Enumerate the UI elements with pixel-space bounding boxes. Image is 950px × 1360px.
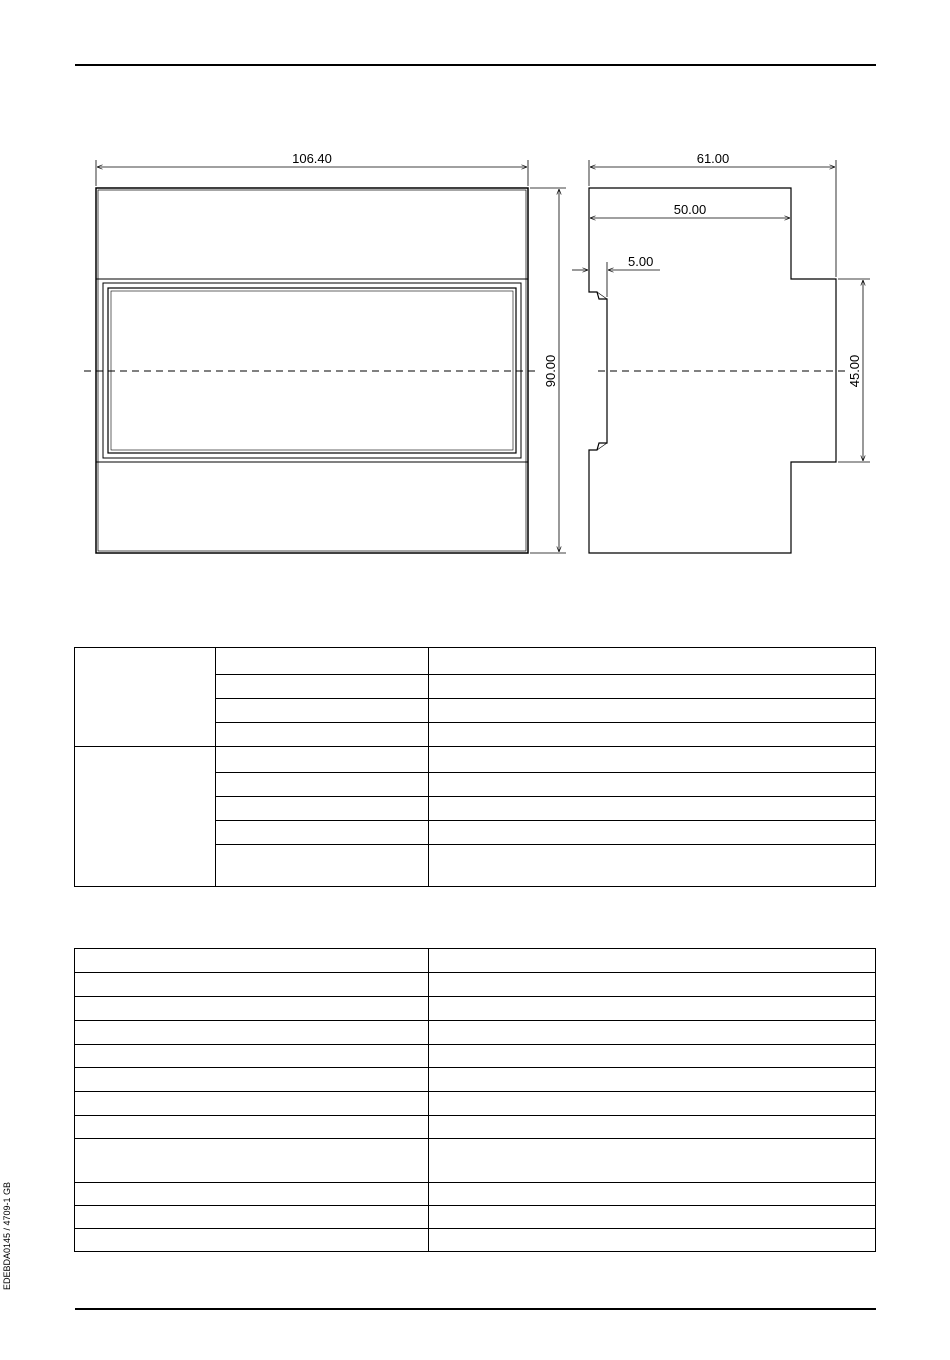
table-row <box>75 1068 876 1092</box>
table-cell <box>428 845 875 887</box>
table-cell <box>75 1116 429 1139</box>
table-cell <box>75 997 429 1021</box>
front-height-label: 90.00 <box>543 354 558 388</box>
table-cell <box>75 1206 429 1229</box>
table-cell <box>428 949 875 973</box>
table-cell <box>75 1068 429 1092</box>
table-cell <box>215 648 428 675</box>
table-cell <box>215 675 428 699</box>
table-row <box>75 1092 876 1116</box>
side-depth-body-label: 50.00 <box>673 202 707 217</box>
table-cell <box>428 1092 875 1116</box>
table-cell <box>75 949 429 973</box>
table-cell <box>75 1139 429 1183</box>
table-cell <box>428 1045 875 1068</box>
table-cell <box>75 1092 429 1116</box>
table-cell <box>428 699 875 723</box>
spec-table-1 <box>74 647 876 887</box>
document-code: EDEBDA0145 / 4709-1 GB <box>2 1181 12 1290</box>
table-cell <box>215 699 428 723</box>
table-cell <box>428 1116 875 1139</box>
table-row <box>75 1139 876 1183</box>
side-rail-label: 45.00 <box>847 354 862 388</box>
table-cell <box>428 675 875 699</box>
group-label-cell <box>75 648 216 747</box>
table-row <box>75 1183 876 1206</box>
table-row <box>75 973 876 997</box>
table-cell <box>428 1183 875 1206</box>
spec-table-2 <box>74 948 876 1252</box>
table-cell <box>428 648 875 675</box>
bottom-rule <box>75 1308 876 1310</box>
table-row <box>75 1116 876 1139</box>
table-row <box>75 1045 876 1068</box>
side-view <box>589 188 848 553</box>
table-cell <box>428 1139 875 1183</box>
table-cell <box>428 1068 875 1092</box>
table-cell <box>75 1229 429 1252</box>
table-row <box>75 949 876 973</box>
front-view <box>84 188 540 553</box>
table-row <box>75 1021 876 1045</box>
table-cell <box>428 997 875 1021</box>
table-cell <box>428 973 875 997</box>
table-cell <box>75 1183 429 1206</box>
group-label-cell <box>75 747 216 887</box>
table-cell <box>75 973 429 997</box>
table-cell <box>215 723 428 747</box>
table-cell <box>428 821 875 845</box>
table-cell <box>428 773 875 797</box>
table-cell <box>215 845 428 887</box>
table-row <box>75 1206 876 1229</box>
table-cell <box>428 1206 875 1229</box>
table-cell <box>215 773 428 797</box>
table-row <box>75 1229 876 1252</box>
table-row <box>75 747 876 773</box>
table-cell <box>215 747 428 773</box>
table-cell <box>428 797 875 821</box>
table-cell <box>215 821 428 845</box>
table-cell <box>428 1021 875 1045</box>
front-width-label: 106.40 <box>292 151 332 166</box>
dimension-drawing <box>0 0 950 600</box>
table-row <box>75 648 876 675</box>
table-cell <box>428 747 875 773</box>
table-row <box>75 997 876 1021</box>
table-cell <box>75 1045 429 1068</box>
side-depth-total-label: 61.00 <box>696 151 730 166</box>
table-cell <box>428 1229 875 1252</box>
table-cell <box>428 723 875 747</box>
table-cell <box>75 1021 429 1045</box>
side-depth-total-dimension <box>589 160 836 277</box>
side-offset-label: 5.00 <box>628 254 654 269</box>
table-cell <box>215 797 428 821</box>
